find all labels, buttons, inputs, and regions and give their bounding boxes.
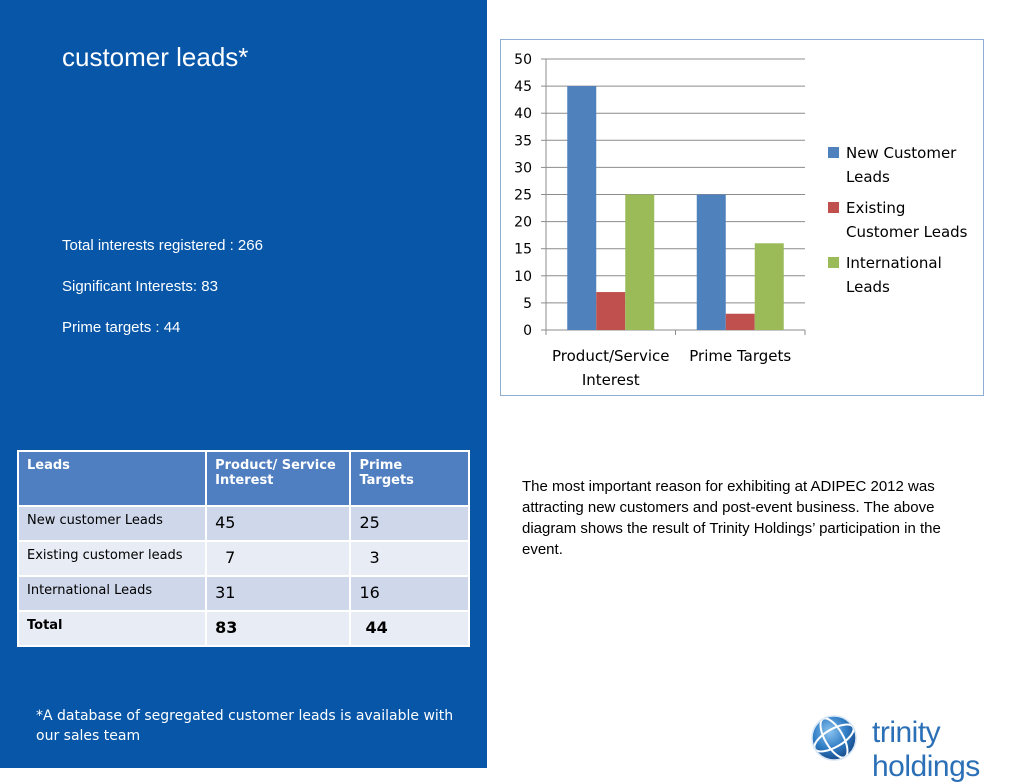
company-logo: [808, 710, 1018, 783]
row-label: Existing customer leads: [18, 541, 206, 576]
y-tick-label: 5: [523, 295, 532, 312]
x-tick-label: Product/Service: [552, 347, 670, 365]
y-tick-label: 10: [514, 268, 532, 285]
table-row: [18, 576, 469, 611]
table-row: [18, 541, 469, 576]
bar: [596, 292, 625, 330]
row-value: 16: [350, 576, 469, 611]
y-tick-label: 45: [514, 79, 532, 96]
y-tick-label: 0: [523, 323, 532, 339]
stat-prime-targets: Prime targets : 44: [62, 319, 181, 336]
table-row: [18, 506, 469, 541]
bar: [697, 195, 726, 331]
legend-label: International: [846, 254, 942, 272]
globe-icon: [808, 712, 860, 764]
header-leads: Leads: [18, 451, 206, 506]
header-product-service-interest: Product/ Service Interest: [206, 451, 350, 506]
legend-label: Customer Leads: [846, 223, 968, 241]
row-value: 45: [206, 506, 350, 541]
row-value: 25: [350, 506, 469, 541]
bar-chart: [500, 39, 984, 396]
table-header-row: [18, 451, 469, 506]
y-tick-label: 50: [514, 52, 532, 68]
table-row-total: [18, 611, 469, 646]
legend-swatch: [828, 147, 839, 158]
row-value: 3: [350, 541, 469, 576]
legend-label: New Customer: [846, 144, 957, 162]
row-label: New customer Leads: [18, 506, 206, 541]
legend-swatch: [828, 202, 839, 213]
page-title: customer leads*: [62, 42, 249, 72]
legend-swatch: [828, 257, 839, 268]
left-panel: [0, 0, 487, 768]
y-tick-label: 35: [514, 133, 532, 150]
y-tick-label: 30: [514, 160, 532, 177]
footnote: *A database of segregated customer leads is available with our sales team: [36, 708, 454, 744]
y-tick-label: 20: [514, 214, 532, 231]
row-label: International Leads: [18, 576, 206, 611]
row-label: Total: [18, 611, 206, 646]
bar: [726, 314, 755, 330]
bar: [755, 243, 784, 330]
legend-label: Existing: [846, 199, 906, 217]
header-prime-targets: Prime Targets: [350, 451, 469, 506]
stat-total-interests: Total interests registered : 266: [62, 237, 263, 254]
row-value: 44: [350, 611, 469, 646]
y-tick-label: 15: [514, 241, 532, 258]
bar: [567, 86, 596, 330]
row-value: 83: [206, 611, 350, 646]
row-value: 31: [206, 576, 350, 611]
legend-label: Leads: [846, 278, 890, 296]
leads-table: [17, 450, 470, 647]
row-value: 7: [206, 541, 350, 576]
x-tick-label: Interest: [581, 371, 640, 389]
y-tick-label: 40: [514, 106, 532, 123]
chart-svg: [501, 40, 985, 397]
logo-text: trinity holdings: [872, 716, 980, 783]
stat-significant-interests: Significant Interests: 83: [62, 278, 218, 295]
y-tick-label: 25: [514, 187, 532, 204]
x-tick-label: Prime Targets: [689, 347, 792, 365]
description-text: The most important reason for exhibiting at ADIPEC 2012 was attracting new customers and post-event business. The above diagram shows the result of Trinity Holdings’ participation in the event.: [522, 478, 941, 558]
legend-label: Leads: [846, 168, 890, 186]
bar: [625, 195, 654, 331]
